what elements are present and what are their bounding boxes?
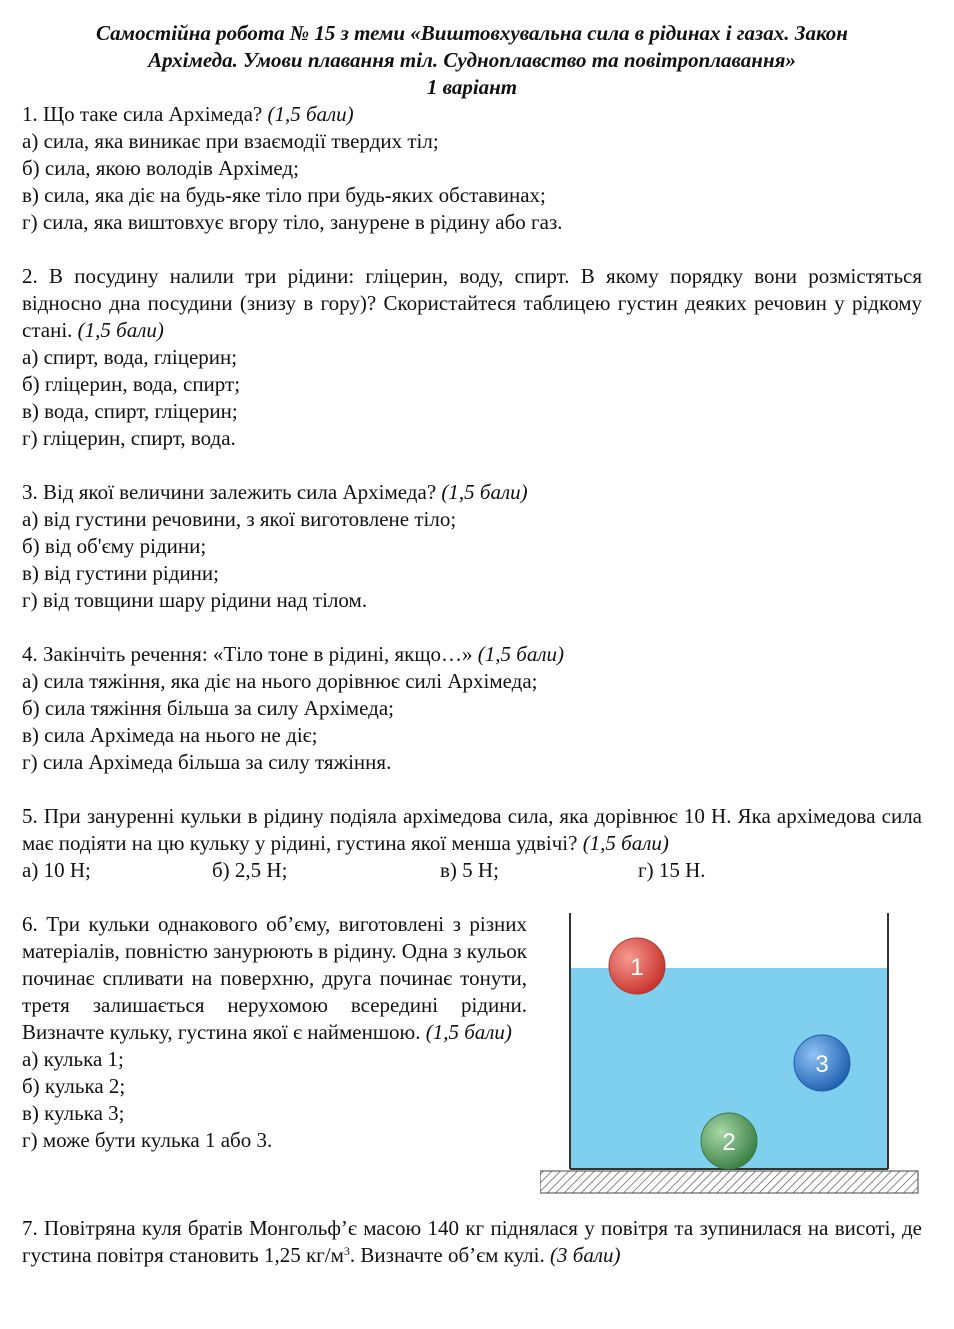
question-3-option-d: г) від товщини шару рідини над тілом.: [22, 588, 368, 612]
question-4-option-b: б) сила тяжіння більша за силу Архімеда;: [22, 696, 394, 720]
ball-2-label: 2: [722, 1129, 736, 1156]
question-3-option-c: в) від густини рідини;: [22, 561, 219, 585]
question-3-option-a: а) від густини речовини, з якої виготовлене тіло;: [22, 507, 457, 531]
question-2-option-a: а) спирт, вода, гліцерин;: [22, 345, 238, 369]
question-1-option-a: а) сила, яка виникає при взаємодії твердих тіл;: [22, 129, 439, 153]
title-line-1: Самостійна робота № 15 з теми «Виштовхувальна сила в рідинах і газах. Закон: [96, 21, 848, 45]
question-2-option-d: г) гліцерин, спирт, вода.: [22, 426, 236, 450]
title-line-2: Архімеда. Умови плавання тіл. Судноплавство та повітроплавання»: [148, 48, 796, 72]
question-3-text: 3. Від якої величини залежить сила Архімеда?: [22, 480, 437, 504]
question-6-points: (1,5 бали): [425, 1020, 512, 1044]
question-5-options: [22, 857, 922, 884]
question-3-points: (1,5 бали): [441, 480, 528, 504]
question-2-option-c: в) вода, спирт, гліцерин;: [22, 399, 238, 423]
container-figure: [540, 911, 920, 1201]
ball-2: [701, 1113, 757, 1169]
worksheet-title: [22, 20, 922, 101]
question-6-option-a: а) кулька 1;: [22, 1047, 124, 1071]
ball-3: [794, 1035, 850, 1091]
ball-1-label: 1: [630, 954, 644, 981]
question-2: [22, 263, 922, 452]
question-4: [22, 641, 922, 776]
question-1-text: 1. Що таке сила Архімеда?: [22, 102, 263, 126]
question-7: [22, 1215, 922, 1269]
question-7-superscript: 3: [343, 1244, 350, 1258]
question-2-points: (1,5 бали): [77, 318, 164, 342]
ball-3-label: 3: [815, 1051, 829, 1078]
question-5: [22, 803, 922, 884]
question-6: [22, 911, 922, 1201]
question-3-option-b: б) від об'єму рідини;: [22, 534, 207, 558]
question-7-text-after: . Визначте об’єм кулі.: [349, 1243, 545, 1267]
question-6-option-b: б) кулька 2;: [22, 1074, 126, 1098]
question-1-option-c: в) сила, яка діє на будь-яке тіло при будь-яких обставинах;: [22, 183, 546, 207]
variant-label: 1 варіант: [426, 75, 518, 99]
question-6-option-c: в) кулька 3;: [22, 1101, 125, 1125]
question-4-points: (1,5 бали): [477, 642, 565, 666]
question-1: [22, 101, 922, 236]
question-5-points: (1,5 бали): [582, 831, 669, 855]
ball-1: [609, 938, 665, 994]
question-1-option-b: б) сила, якою володів Архімед;: [22, 156, 299, 180]
question-4-option-c: в) сила Архімеда на нього не діє;: [22, 723, 318, 747]
question-2-text: 2. В посудину налили три рідини: гліцерин, воду, спирт. В якому порядку вони розмістяться відносно дна посудини (знизу в гору)? Скористайтеся таблицею густин деяких речовин у рідкому стані.: [22, 264, 922, 342]
ground: [540, 1171, 918, 1193]
question-6-text: 6. Три кульки однакового об’єму, виготовлені з різних матеріалів, повністю занурюють в рідину. Одна з кульок починає спливати на поверхню, друга починає тонути, третя залишається нерухомою всередині рідини. Визначте кульку, густина якої є найменшою.: [22, 912, 527, 1044]
question-1-points: (1,5 бали): [267, 102, 354, 126]
question-5-text: 5. При зануренні кульки в рідину подіяла архімедова сила, яка дорівнює 10 Н. Яка архімедова сила має подіяти на цю кульку у рідині, густина якої менша удвічі?: [22, 804, 922, 855]
question-4-option-d: г) сила Архімеда більша за силу тяжіння.: [22, 750, 392, 774]
question-1-option-d: г) сила, яка виштовхує вгору тіло, занурене в рідину або газ.: [22, 210, 563, 234]
question-3: [22, 479, 922, 614]
question-6-option-d: г) може бути кулька 1 або 3.: [22, 1128, 273, 1152]
question-4-text: 4. Закінчіть речення: «Тіло тоне в рідині, якщо…»: [22, 642, 473, 666]
question-5-option-d: г) 15 Н.: [638, 858, 706, 882]
question-5-option-a: а) 10 Н;: [22, 858, 91, 882]
question-7-points: (3 бали): [550, 1243, 621, 1267]
question-4-option-a: а) сила тяжіння, яка діє на нього дорівнює силі Архімеда;: [22, 669, 538, 693]
container-diagram: [540, 911, 920, 1201]
question-5-option-b: б) 2,5 Н;: [212, 858, 288, 882]
worksheet-page: [22, 20, 922, 1269]
question-5-option-c: в) 5 Н;: [440, 858, 499, 882]
question-7-text: 7. Повітряна куля братів Монгольф’є масою 140 кг піднялася у повітря та зупинилася на висоті, де густина повітря становить 1,25 кг/м: [22, 1216, 922, 1267]
question-2-option-b: б) гліцерин, вода, спирт;: [22, 372, 241, 396]
